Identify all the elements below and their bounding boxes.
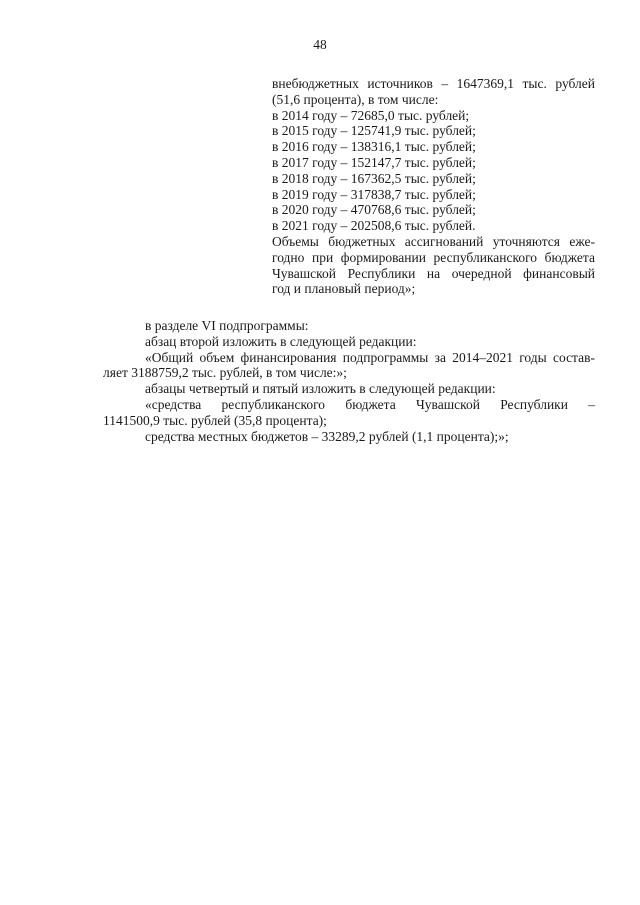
text-line: в 2021 году – 202508,6 тыс. рублей. (272, 218, 476, 234)
text-line: в 2020 году – 470768,6 тыс. рублей; (272, 202, 476, 218)
text-line: «средства республиканского бюджета Чувашской Республики – (145, 396, 595, 412)
text-line: средства местных бюджетов – 33289,2 рублей (1,1 процента);»; (145, 428, 509, 444)
text-line: (51,6 процента), в том числе: (272, 91, 439, 107)
text-line: в 2017 году – 152147,7 тыс. рублей; (272, 154, 476, 170)
text-line: ляет 3188759,2 тыс. рублей, в том числе:»; (103, 365, 347, 381)
text-line: в 2018 году – 167362,5 тыс. рублей; (272, 170, 476, 186)
text-line: абзац второй изложить в следующей редакции: (145, 333, 417, 349)
text-line: Чувашской Республики на очередной финансовый (272, 265, 595, 281)
text-line: 1141500,9 тыс. рублей (35,8 процента); (103, 412, 327, 428)
text-line: Объемы бюджетных ассигнований уточняются еже- (272, 233, 595, 249)
text-line: в 2014 году – 72685,0 тыс. рублей; (272, 107, 470, 123)
text-line: внебюджетных источников – 1647369,1 тыс. рублей (272, 76, 595, 91)
text-line: в разделе VI подпрограммы: (145, 318, 309, 333)
financing-sources-block (272, 76, 595, 297)
text-line: абзацы четвертый и пятый изложить в следующей редакции: (145, 381, 496, 397)
amendments-block (103, 318, 595, 444)
text-line: в 2019 году – 317838,7 тыс. рублей; (272, 186, 476, 202)
text-line: «Общий объем финансирования подпрограммы за 2014–2021 годы состав- (145, 349, 595, 365)
text-line: в 2015 году – 125741,9 тыс. рублей; (272, 123, 476, 139)
text-line: в 2016 году – 138316,1 тыс. рублей; (272, 139, 476, 155)
text-line: год и плановый период»; (272, 281, 416, 297)
page-number: 48 (313, 37, 327, 52)
text-line: годно при формировании республиканского бюджета (272, 249, 595, 265)
